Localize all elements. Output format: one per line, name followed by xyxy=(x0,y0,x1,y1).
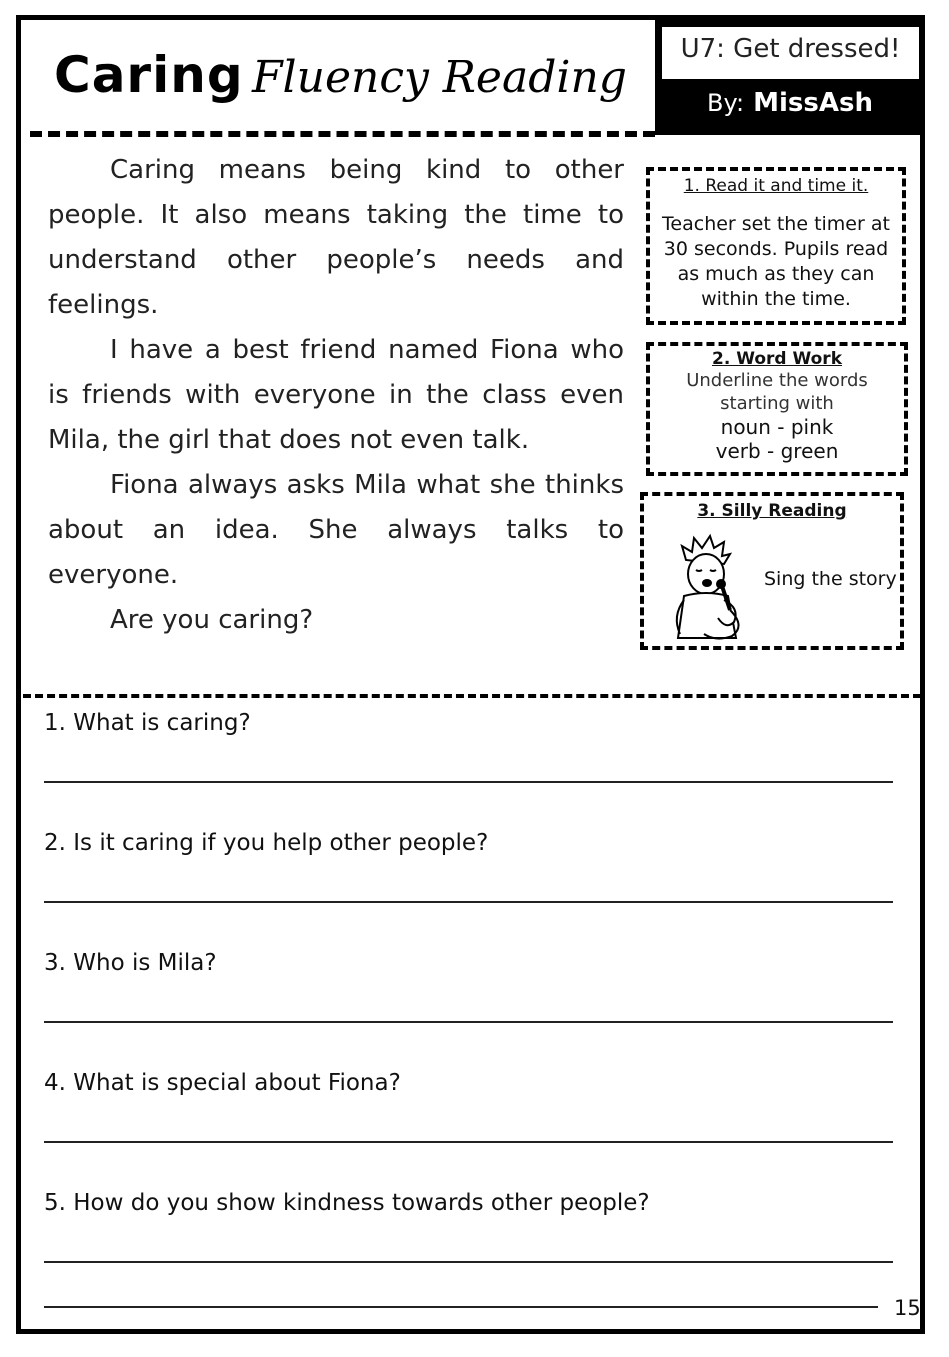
section-divider xyxy=(23,694,921,698)
page-number: 15 xyxy=(894,1296,921,1320)
answer-line-2[interactable] xyxy=(44,901,893,903)
passage-paragraph: I have a best friend named Fiona who is friends with everyone in the class even Mila, the girl that does not even talk. xyxy=(48,335,624,455)
question-4: 4. What is special about Fiona? xyxy=(44,1070,401,1096)
question-5: 5. How do you show kindness towards other people? xyxy=(44,1190,650,1216)
answer-line-1[interactable] xyxy=(44,781,893,783)
answer-line-3[interactable] xyxy=(44,1021,893,1023)
reading-passage xyxy=(48,148,624,643)
answer-line-4[interactable] xyxy=(44,1141,893,1143)
activity-instructions: Sing the story xyxy=(764,568,897,590)
question-2: 2. Is it caring if you help other people? xyxy=(44,830,489,856)
unit-label-box xyxy=(661,26,920,80)
title-area xyxy=(30,30,650,130)
noun-color-rule: noun - pink xyxy=(720,415,834,439)
page-title: Caring xyxy=(54,46,244,104)
author-line xyxy=(655,88,925,118)
question-1: 1. What is caring? xyxy=(44,710,251,736)
activity-instructions: Underline the words starting with xyxy=(686,370,868,414)
passage-paragraph: Caring means being kind to other people. It also means taking the time to understand other people’s needs and feelings. xyxy=(48,155,624,320)
activity-title: 2. Word Work xyxy=(711,349,842,369)
activity-title: 1. Read it and time it. xyxy=(683,176,869,196)
author-name: MissAsh xyxy=(753,88,873,118)
singing-boy-icon xyxy=(660,530,752,642)
author-by-label: By: xyxy=(707,89,745,117)
answer-line-5b[interactable] xyxy=(44,1306,878,1308)
activity-instructions: Teacher set the timer at 30 seconds. Pupils read as much as they can within the time. xyxy=(662,213,890,310)
activity-box-silly-reading xyxy=(640,492,904,650)
header-divider xyxy=(30,131,655,137)
activity-title: 3. Silly Reading xyxy=(697,501,847,521)
page-subtitle: Fluency Reading xyxy=(252,52,627,103)
activity-box-word-work xyxy=(646,342,908,476)
verb-color-rule: verb - green xyxy=(715,439,839,463)
answer-line-5a[interactable] xyxy=(44,1261,893,1263)
activity-box-read-and-time xyxy=(646,167,906,325)
passage-paragraph: Are you caring? xyxy=(110,605,314,635)
passage-paragraph: Fiona always asks Mila what she thinks about an idea. She always talks to everyone. xyxy=(48,470,624,590)
question-3: 3. Who is Mila? xyxy=(44,950,217,976)
unit-label: U7: Get dressed! xyxy=(680,34,901,64)
